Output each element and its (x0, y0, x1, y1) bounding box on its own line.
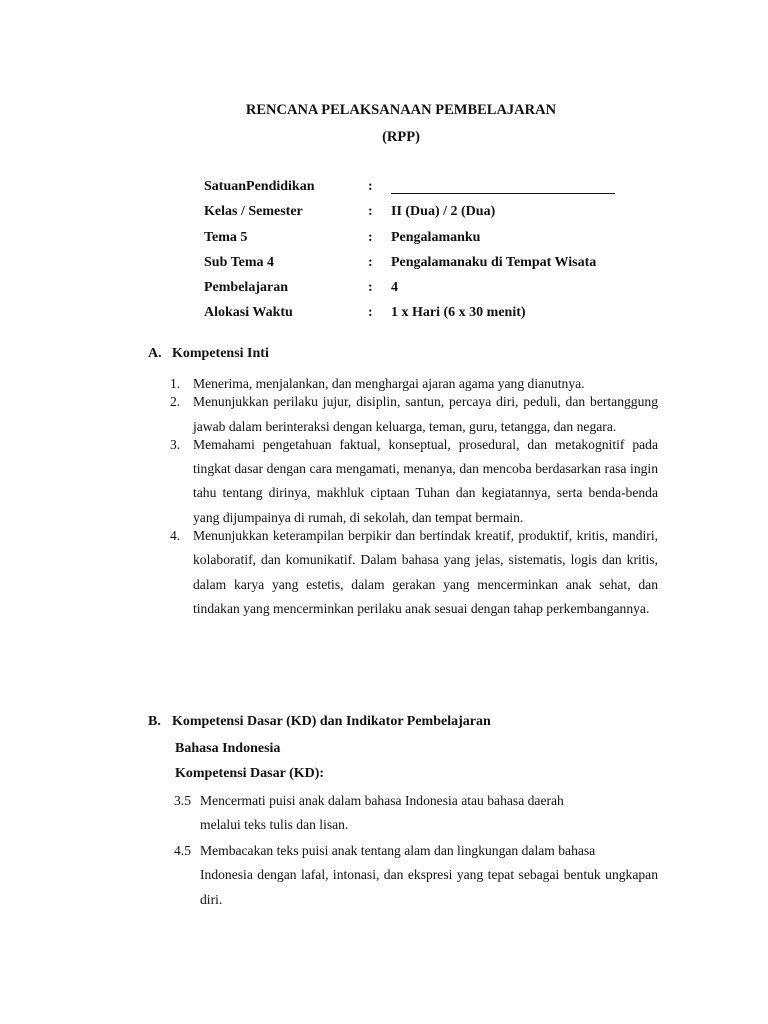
identity-row-alokasi (204, 305, 664, 330)
identity-colon: : (368, 204, 373, 220)
identity-value: II (Dua) / 2 (Dua) (391, 204, 496, 220)
identity-label: SatuanPendidikan (204, 179, 315, 194)
identity-label: Tema 5 (204, 229, 248, 245)
list-number: 4. (170, 528, 181, 544)
list-number: 3. (170, 436, 181, 452)
identity-row-tema (204, 230, 664, 255)
section-b-heading (148, 714, 491, 730)
identity-colon: : (368, 229, 373, 245)
identity-value: Pengalamanaku di Tempat Wisata (391, 254, 597, 270)
identity-row-kelas (204, 204, 664, 229)
identity-row-subtema (204, 255, 664, 280)
identity-label: Sub Tema 4 (204, 254, 275, 270)
identity-value-blank (391, 179, 615, 199)
subject-heading: Bahasa Indonesia (175, 741, 281, 756)
identity-value: 1 x Hari (6 x 30 menit) (391, 305, 526, 321)
kd-heading: Kompetensi Dasar (KD): (175, 766, 325, 781)
kd-number: 3.5 (174, 793, 191, 808)
list-text: Memahami pengetahuan faktual, konseptual, prosedural, dan metakognitif pada tingkat dasar dengan cara mengamati, menanya, dan mencoba berdasarkan rasa ingin tahu tentang dirinya, makhluk ciptaan Tuhan dan kegiatannya, serta benda-benda yang dijumpainya di rumah, di sekolah, dan tempat bermain. (193, 436, 658, 525)
kd-number: 4.5 (174, 843, 191, 858)
kd-text: Membacakan teks puisi anak tentang alam dan lingkungan dalam bahasa (200, 843, 596, 858)
list-text: Menunjukkan perilaku jujur, disiplin, santun, percaya diri, peduli, dan bertanggung jawab dalam berinteraksi dengan keluarga, teman, guru, tetangga, dan negara. (193, 394, 658, 434)
list-number: 1. (170, 376, 181, 391)
document-subtitle: (RPP) (382, 129, 420, 145)
document-title: RENCANA PELAKSANAAN PEMBELAJARAN (245, 102, 557, 118)
list-item (170, 524, 658, 621)
identity-row-satuan (204, 179, 664, 204)
list-item (170, 390, 658, 439)
identity-label: Kelas / Semester (204, 204, 303, 220)
section-title: Kompetensi Inti (172, 346, 269, 361)
kompetensi-inti-list (170, 372, 658, 621)
kd-item (174, 789, 658, 838)
identity-value: 4 (391, 280, 398, 296)
identity-colon: : (368, 254, 373, 270)
kd-first-line (174, 789, 658, 813)
list-number: 2. (170, 394, 181, 410)
identity-table (204, 179, 664, 331)
section-letter: A. (148, 346, 162, 361)
list-text: Menunjukkan keterampilan berpikir dan bertindak kreatif, produktif, kritis, mandiri, kolaboratif, dan komunikatif. Dalam bahasa yang jelas, sistematis, logis dan kritis, dalam karya yang estetis, dalam gerakan yang mencerminkan anak sehat, dan tindakan yang mencerminkan perilaku anak sesuai dengan tahap perkembangannya. (193, 528, 658, 616)
kd-continuation: melalui teks tulis dan lisan. (200, 817, 349, 833)
identity-value: Pengalamanku (391, 229, 481, 245)
section-letter: B. (148, 714, 161, 729)
section-a-heading (148, 346, 269, 362)
identity-colon: : (368, 305, 373, 321)
kd-item (174, 839, 658, 912)
kd-first-line (174, 839, 658, 863)
list-text: Menerima, menjalankan, dan menghargai ajaran agama yang dianutnya. (193, 376, 585, 391)
identity-label: Alokasi Waktu (204, 305, 293, 321)
kd-text: Mencermati puisi anak dalam bahasa Indonesia atau bahasa daerah (200, 793, 564, 808)
section-title: Kompetensi Dasar (KD) dan Indikator Pembelajaran (172, 714, 491, 729)
identity-label: Pembelajaran (204, 280, 288, 296)
identity-colon: : (368, 179, 373, 194)
identity-colon: : (368, 280, 373, 296)
kd-continuation: Indonesia dengan lafal, intonasi, dan ekspresi yang tepat sebagai bentuk ungkapan diri. (200, 867, 658, 907)
blank-fill-line (391, 179, 615, 194)
identity-row-pembelajaran (204, 280, 664, 305)
list-item (170, 433, 658, 530)
